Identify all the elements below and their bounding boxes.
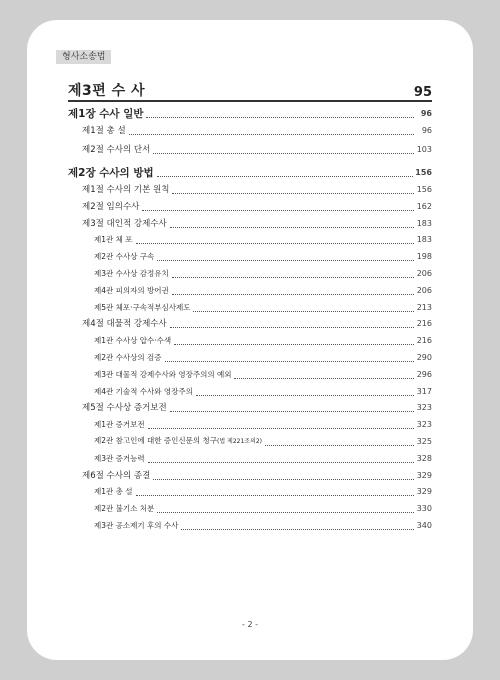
toc-entry-label [94,233,133,247]
dot-leader [153,478,414,480]
dot-leader [234,377,414,379]
toc-entry-title: 제1관 총 설 [94,487,133,497]
dot-leader [170,226,414,228]
dot-leader [148,461,414,463]
toc-entry-title: 제5관 체포·구속적부심사제도 [94,302,191,312]
dot-leader [265,444,414,446]
toc-entry [68,214,432,231]
toc-entry-page: 156 [416,184,432,194]
toc-entry [68,382,432,399]
toc-entry-title: 제3관 증거능력 [94,453,145,463]
dot-leader [142,209,414,211]
toc-entry-page: 330 [416,504,432,514]
toc-entry-page: 103 [416,145,432,155]
toc-entry-page: 183 [416,235,432,245]
toc-entry-title: 제3관 공소제기 후의 수사 [94,520,179,530]
toc-entry [68,432,432,449]
toc-entry [68,197,432,214]
section-tag: 형사소송법 [56,50,111,64]
toc-entry-title: 제2절 임의수사 [82,201,140,212]
dot-leader [148,427,414,429]
toc-entry-note: (법 제221조의2) [216,437,263,445]
toc-entry-page: 216 [416,336,432,346]
toc-entry-title: 제2절 수사의 단서 [82,145,151,156]
toc-entry-label [82,317,167,331]
dot-leader [193,310,414,312]
toc-entry-title: 제4절 대물적 강제수사 [82,319,167,330]
dot-leader [172,293,414,295]
dot-leader [172,276,414,278]
toc-entry [68,315,432,332]
toc-entry-page: 213 [416,302,432,312]
toc-entry-title: 제4관 피의자의 방어권 [94,285,169,295]
dot-leader [170,326,414,328]
toc-entry-label [94,434,262,449]
dot-leader [196,394,414,396]
toc-entry-title: 제2장 수사의 방법 [68,167,154,180]
toc-entry-page: 206 [416,285,432,295]
toc-entry-page: 296 [416,369,432,379]
toc-entry [68,483,432,500]
toc-entry [68,499,432,516]
toc-entry-label [82,469,150,483]
part-page-number: 95 [413,85,432,100]
toc-entry-page: 323 [416,420,432,430]
toc-entry-title: 제1장 수사 일반 [68,107,144,120]
toc-entry [68,516,432,533]
toc-entry-title: 제1관 수사상 압수·수색 [94,336,172,346]
toc-entry-page: 216 [416,319,432,329]
dot-leader [146,116,414,118]
dot-leader [136,494,414,496]
toc-entry [68,466,432,483]
toc-entry [68,180,432,197]
toc-entry-title: 제6절 수사의 종결 [82,470,151,481]
toc-entry-title: 제1관 체 포 [94,235,133,245]
toc-entry-title: 제2관 불기소 처분 [94,504,155,514]
toc-entry [68,331,432,348]
dot-leader [129,133,414,135]
toc-entry-label [94,250,154,264]
toc-entry [68,141,432,158]
toc-entry-label [68,166,154,180]
toc-entry [68,415,432,432]
toc-entry-label [68,107,143,121]
part-header [68,80,432,100]
toc-entry-page: 340 [416,520,432,530]
dot-leader [174,343,414,345]
header-rule [68,100,432,102]
dot-leader [170,410,414,412]
toc-entry-page: 198 [416,252,432,262]
toc-entry [68,104,432,121]
dot-leader [172,192,414,194]
toc-entry [68,247,432,264]
dot-leader [157,511,414,513]
toc-entry-title: 제2관 수사상 구속 [94,252,155,262]
dot-leader [157,259,414,261]
toc-entry-page: 328 [416,453,432,463]
toc-entry-label [82,200,139,214]
toc-entry-title: 제2관 수사상의 검증 [94,352,162,362]
dot-leader [153,152,414,154]
toc-entry-label [82,217,167,231]
toc-entry-label [94,284,169,298]
toc-entry [68,348,432,365]
toc-entry-title: 제2관 참고인에 대한 증인신문의 청구 [94,435,217,445]
toc-entry-label [82,401,167,415]
toc-entry-page: 317 [416,386,432,396]
toc-entry [68,298,432,315]
toc-entry-label [94,368,231,382]
dot-leader [165,360,415,362]
toc-entry-page: 96 [421,125,432,135]
toc-entry [68,163,432,180]
toc-entry [68,449,432,466]
toc-entry [68,121,432,138]
toc-entry-label [94,351,162,365]
toc-entry-page: 96 [420,108,432,118]
page-footer: - 2 - [242,620,258,629]
toc-entry-page: 323 [416,403,432,413]
toc-entry-page: 329 [416,470,432,480]
toc-entry-label [94,452,145,466]
toc-entry-label [94,334,171,348]
toc-entry [68,264,432,281]
toc-entry-label [94,385,193,399]
dot-leader [157,175,414,177]
dot-leader [136,242,414,244]
toc-entry-title: 제4관 기술적 수사와 영장주의 [94,386,193,396]
toc-entry-title: 제1절 총 설 [82,125,126,136]
toc-entry-label [82,143,150,157]
toc-entry [68,281,432,298]
toc-entry-label [94,267,169,281]
toc-entry-title: 제3관 수사상 감정유치 [94,268,169,278]
toc-entry-label [94,485,133,499]
toc-entry-title: 제3관 대물적 강제수사와 영장주의의 예외 [94,369,232,379]
toc-entry-title: 제5절 수사상 증거보전 [82,403,167,414]
part-title: 제3편 수 사 [68,83,146,99]
toc-entry-label [94,301,190,315]
toc-entry-label [94,519,178,533]
toc-entry [68,399,432,416]
toc-entry-page: 290 [416,352,432,362]
toc-entry-page: 162 [416,201,432,211]
toc-entry-page: 329 [416,487,432,497]
dot-leader [181,528,414,530]
toc-entry-label [82,183,169,197]
toc-entry-page: 206 [416,268,432,278]
toc-entry-title: 제1관 증거보전 [94,420,145,430]
toc-entry-title: 제1절 수사의 기본 원칙 [82,184,170,195]
toc-entry [68,365,432,382]
toc-entry-label [94,418,145,432]
table-of-contents [68,104,432,533]
toc-entry [68,231,432,248]
toc-entry-label [82,124,126,138]
toc-entry-page: 183 [416,218,432,228]
toc-entry-title: 제3절 대인적 강제수사 [82,218,167,229]
toc-entry-page: 156 [415,168,432,178]
toc-entry-page: 325 [416,436,432,446]
toc-entry-label [94,502,154,516]
